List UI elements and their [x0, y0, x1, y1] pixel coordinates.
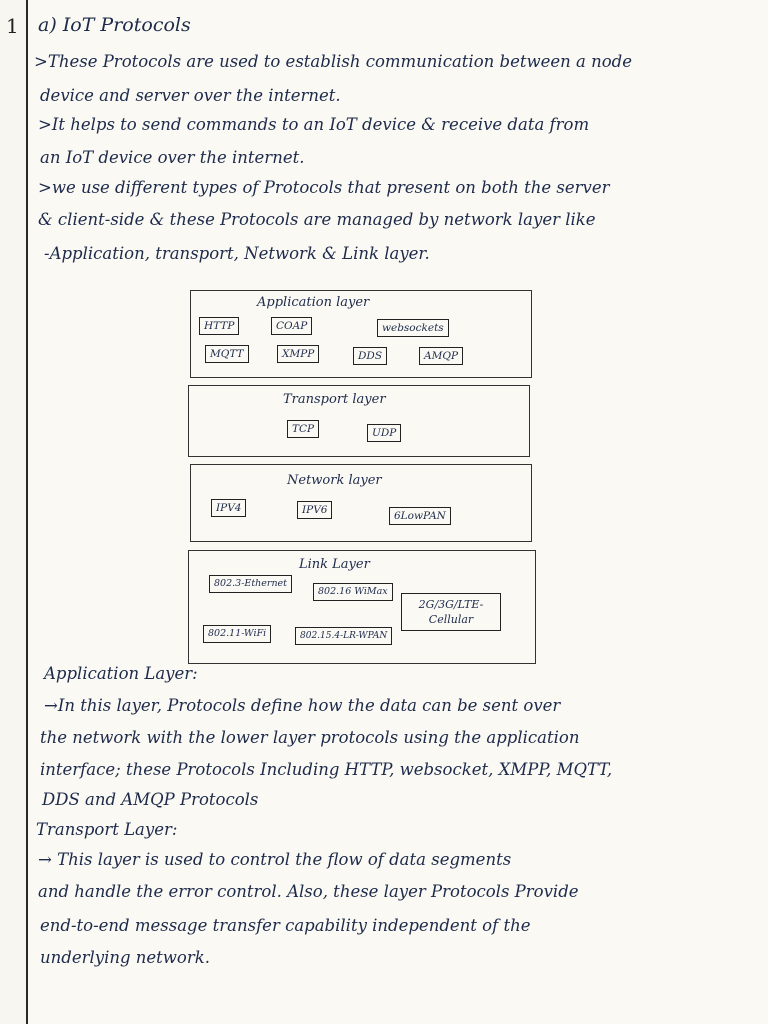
link-layer-box [188, 550, 536, 664]
intro-line: device and server over the internet. [40, 86, 341, 105]
protocol-ethernet: 802.3-Ethernet [209, 575, 292, 593]
protocol-ipv4: IPV4 [211, 499, 246, 517]
intro-line: -Application, transport, Network & Link layer. [44, 244, 430, 263]
transport-section-line: → This layer is used to control the flow of data segments [38, 850, 512, 869]
protocol-dds: DDS [353, 347, 387, 365]
protocol-udp: UDP [367, 424, 401, 442]
protocol-websockets: websockets [377, 319, 449, 337]
protocol-mqtt: MQTT [205, 345, 249, 363]
protocol-http: HTTP [199, 317, 239, 335]
protocol-wifi: 802.11-WiFi [203, 625, 271, 643]
protocol-ipv6: IPV6 [297, 501, 332, 519]
transport-section-heading: Transport Layer: [36, 820, 178, 839]
transport-section-line: underlying network. [40, 948, 210, 967]
protocol-6lowpan: 6LowPAN [389, 507, 451, 525]
protocol-tcp: TCP [287, 420, 319, 438]
intro-line: >These Protocols are used to establish communication between a node [34, 52, 632, 71]
page-heading: a) IoT Protocols [38, 14, 191, 36]
application-layer-title: Application layer [257, 295, 370, 310]
application-section-line: the network with the lower layer protocols using the application [40, 728, 580, 747]
page-number: 1 [6, 14, 19, 38]
transport-layer-title: Transport layer [283, 392, 386, 407]
intro-line: >It helps to send commands to an IoT device & receive data from [38, 115, 590, 134]
protocol-lr-wpan: 802.15.4-LR-WPAN [295, 627, 392, 645]
intro-line: & client-side & these Protocols are managed by network layer like [38, 210, 596, 229]
intro-line: >we use different types of Protocols that present on both the server [38, 178, 610, 197]
application-section-line: →In this layer, Protocols define how the data can be sent over [44, 696, 561, 715]
protocol-coap: COAP [271, 317, 312, 335]
protocol-xmpp: XMPP [277, 345, 319, 363]
network-layer-box [190, 464, 532, 542]
protocol-wimax: 802.16 WiMax [313, 583, 393, 601]
application-layer-box [190, 290, 532, 378]
link-layer-title: Link Layer [299, 557, 370, 572]
protocol-amqp: AMQP [419, 347, 463, 365]
transport-layer-box [188, 385, 530, 457]
intro-line: an IoT device over the internet. [40, 148, 305, 167]
transport-section-line: and handle the error control. Also, these layer Protocols Provide [38, 882, 579, 901]
application-section-heading: Application Layer: [44, 664, 198, 683]
application-section-line: interface; these Protocols Including HTTP, websocket, XMPP, MQTT, [40, 760, 613, 779]
protocol-cellular: 2G/3G/LTE-Cellular [401, 593, 501, 631]
transport-section-line: end-to-end message transfer capability independent of the [40, 916, 531, 935]
application-section-line: DDS and AMQP Protocols [42, 790, 259, 809]
network-layer-title: Network layer [287, 473, 382, 488]
